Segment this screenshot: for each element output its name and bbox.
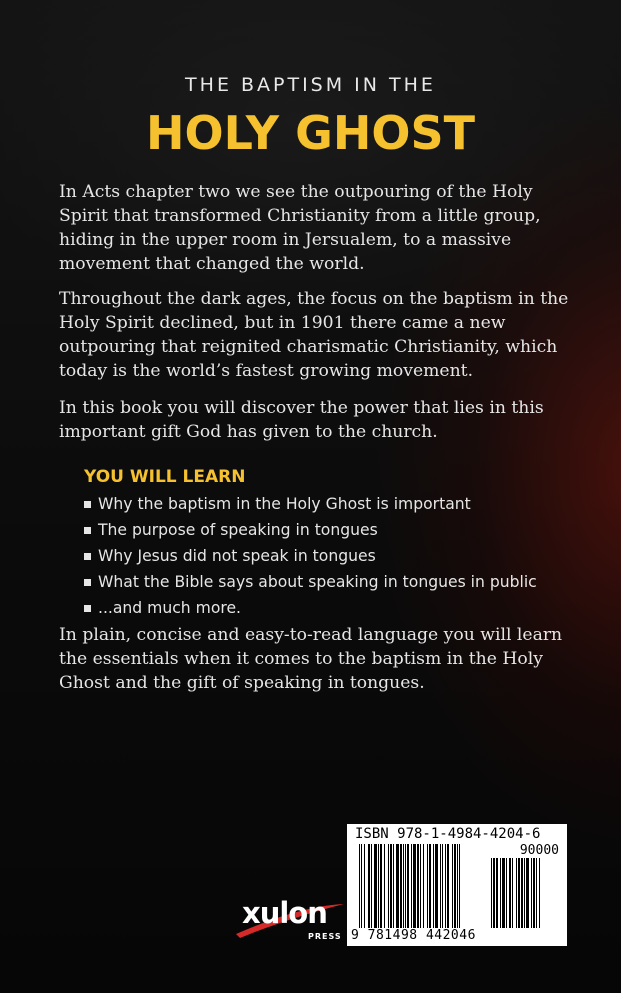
- barcode-bar: [359, 844, 360, 928]
- barcode-digits: 9 781498 442046: [351, 928, 476, 943]
- learn-item: [84, 543, 564, 569]
- barcode-bar: [491, 858, 492, 928]
- learn-item-text: ...and much more.: [98, 599, 242, 617]
- barcode-bar: [423, 844, 424, 928]
- square-bullet-icon: [84, 527, 91, 534]
- barcode-bar: [539, 858, 540, 928]
- barcode-bar: [403, 844, 404, 928]
- barcode-bar: [400, 844, 402, 928]
- cover-title: HOLY GHOST: [146, 106, 475, 160]
- barcode-bar: [429, 844, 431, 928]
- learn-item: [84, 517, 564, 543]
- barcode-bar: [371, 844, 372, 928]
- barcode-addon-bars: [491, 858, 557, 928]
- square-bullet-icon: [84, 605, 91, 612]
- barcode-bar: [521, 858, 523, 928]
- barcode-bar: [420, 844, 421, 928]
- barcode-bar: [390, 844, 392, 928]
- learn-heading: YOU WILL LEARN: [84, 467, 246, 487]
- barcode-bar: [396, 844, 399, 928]
- barcode-bar: [384, 844, 385, 928]
- barcode-bar: [452, 844, 453, 928]
- barcode-bar: [433, 844, 434, 928]
- publisher-imprint: PRESS: [308, 932, 342, 941]
- barcode-bar: [364, 844, 365, 928]
- barcode-bar: [440, 844, 441, 928]
- barcode-bar: [393, 844, 394, 928]
- barcode-bar: [411, 844, 412, 928]
- barcode-bar: [512, 858, 513, 928]
- learn-item: [84, 569, 564, 595]
- publisher-name: xulon: [242, 896, 327, 930]
- barcode-bar: [374, 844, 377, 928]
- barcode-bar: [413, 844, 416, 928]
- barcode-bar: [533, 858, 535, 928]
- square-bullet-icon: [84, 579, 91, 586]
- barcode-bar: [526, 858, 529, 928]
- barcode-bar: [447, 844, 449, 928]
- barcode-bar: [388, 844, 389, 928]
- learn-item-text: The purpose of speaking in tongues: [98, 521, 378, 539]
- barcode-bar: [531, 858, 532, 928]
- barcode-bar: [405, 844, 406, 928]
- barcode-bar: [454, 844, 456, 928]
- barcode-bar: [509, 858, 511, 928]
- learn-item-text: Why the baptism in the Holy Ghost is important: [98, 495, 471, 513]
- learn-item-text: Why Jesus did not speak in tongues: [98, 547, 376, 565]
- intro-paragraph-1: In Acts chapter two we see the outpouring of the Holy Spirit that transformed Christianity from a little group, hiding in the upper room in Jersualem, to a massive movement that changed the world.: [59, 182, 541, 274]
- cover-subtitle: THE BAPTISM IN THE: [185, 74, 436, 96]
- learn-item: [84, 491, 564, 517]
- barcode-bar: [524, 858, 525, 928]
- barcode-bar: [457, 844, 458, 928]
- barcode-bar: [380, 844, 382, 928]
- barcode-bar: [518, 858, 520, 928]
- price-code: 90000: [519, 843, 559, 858]
- closing-paragraph: In plain, concise and easy-to-read language you will learn the essentials when it comes to the baptism in the Holy Ghost and the gift of speaking in tongues.: [59, 625, 563, 693]
- barcode-bars: [359, 844, 485, 928]
- barcode-bar: [361, 844, 362, 928]
- barcode-bar: [496, 858, 498, 928]
- barcode-bar: [500, 858, 501, 928]
- learn-item: [84, 595, 564, 621]
- barcode-bar: [459, 844, 460, 928]
- barcode-bar: [493, 858, 495, 928]
- barcode-bar: [442, 844, 443, 928]
- intro-paragraph-3: In this book you will discover the power that lies in this important gift God has given to the church.: [59, 398, 544, 442]
- barcode-bar: [427, 844, 428, 928]
- learn-list: [84, 491, 564, 621]
- barcode-bar: [502, 858, 505, 928]
- barcode-bar: [435, 844, 438, 928]
- learn-item-text: What the Bible says about speaking in tongues in public: [98, 573, 537, 591]
- barcode-bar: [516, 858, 517, 928]
- barcode-bar: [378, 844, 379, 928]
- barcode-bar: [445, 844, 446, 928]
- isbn-barcode: [347, 824, 567, 946]
- barcode-bar: [506, 858, 507, 928]
- barcode-bar: [407, 844, 409, 928]
- square-bullet-icon: [84, 501, 91, 508]
- publisher-logo: [234, 896, 346, 946]
- barcode-bar: [536, 858, 537, 928]
- barcode-bar: [417, 844, 419, 928]
- square-bullet-icon: [84, 553, 91, 560]
- barcode-bar: [368, 844, 370, 928]
- isbn-label: ISBN 978-1-4984-4204-6: [355, 826, 541, 842]
- intro-paragraph-2: Throughout the dark ages, the focus on the baptism in the Holy Spirit declined, but in 1901 there came a new outpouring that reignited charismatic Christianity, which today is the world’s fastest growing movement.: [59, 289, 569, 381]
